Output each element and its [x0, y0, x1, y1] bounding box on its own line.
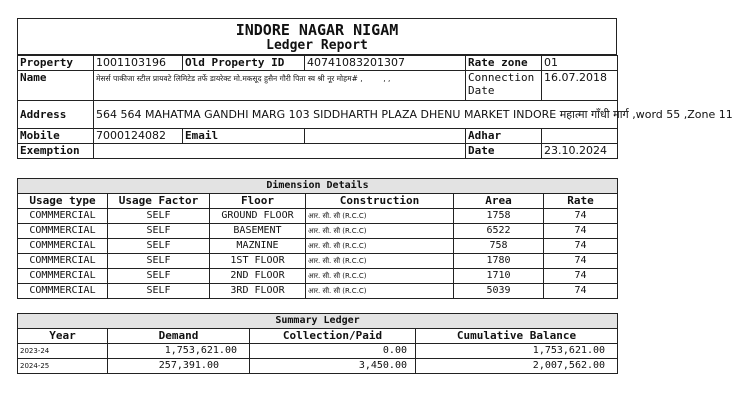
col-area: Area: [454, 194, 544, 209]
connection-date-label: Connection Date: [466, 71, 542, 101]
floor-cell: 3RD FLOOR: [210, 284, 306, 299]
construction-cell: आर. सी. सी (R.C.C): [306, 239, 454, 254]
email-value: [305, 129, 466, 144]
floor-cell: 1ST FLOOR: [210, 254, 306, 269]
table-row: [18, 269, 618, 284]
table-row: [18, 254, 618, 269]
usage-factor-cell: SELF: [108, 284, 210, 299]
date-label: Date: [466, 144, 542, 159]
construction-cell: आर. सी. सी (R.C.C): [306, 269, 454, 284]
balance-cell: 1,753,621.00: [416, 344, 618, 359]
table-row: [18, 224, 618, 239]
construction-cell: आर. सी. सी (R.C.C): [306, 284, 454, 299]
demand-cell: 257,391.00: [108, 359, 250, 374]
col-collection-paid: Collection/Paid: [250, 329, 416, 344]
balance-cell: 2,007,562.00: [416, 359, 618, 374]
rate-cell: 74: [544, 209, 618, 224]
col-rate: Rate: [544, 194, 618, 209]
usage-type-cell: COMMMERCIAL: [18, 284, 108, 299]
area-cell: 758: [454, 239, 544, 254]
dimension-title: Dimension Details: [18, 179, 618, 194]
usage-type-cell: COMMMERCIAL: [18, 254, 108, 269]
usage-type-cell: COMMMERCIAL: [18, 239, 108, 254]
floor-cell: GROUND FLOOR: [210, 209, 306, 224]
usage-factor-cell: SELF: [108, 224, 210, 239]
mobile-label: Mobile: [18, 129, 94, 144]
table-row: [18, 284, 618, 299]
rate-cell: 74: [544, 284, 618, 299]
rate-cell: 74: [544, 254, 618, 269]
adhar-value: [542, 129, 618, 144]
area-cell: 1780: [454, 254, 544, 269]
email-label: Email: [183, 129, 305, 144]
collection-cell: 0.00: [250, 344, 416, 359]
area-cell: 1758: [454, 209, 544, 224]
summary-title: Summary Ledger: [18, 314, 618, 329]
table-row: [18, 239, 618, 254]
usage-factor-cell: SELF: [108, 239, 210, 254]
ledger-report: [17, 18, 733, 374]
report-subtitle: Ledger Report: [18, 38, 617, 55]
usage-factor-cell: SELF: [108, 254, 210, 269]
year-cell: 2023-24: [18, 344, 108, 359]
old-property-value: 40741083201307: [305, 56, 466, 71]
connection-date-value: 16.07.2018: [542, 71, 618, 101]
summary-ledger-table: [17, 313, 618, 374]
construction-cell: आर. सी. सी (R.C.C): [306, 224, 454, 239]
name-cell: [94, 71, 466, 101]
usage-type-cell: COMMMERCIAL: [18, 269, 108, 284]
col-usage-type: Usage type: [18, 194, 108, 209]
usage-factor-cell: SELF: [108, 209, 210, 224]
construction-cell: आर. सी. सी (R.C.C): [306, 209, 454, 224]
old-property-label: Old Property ID: [183, 56, 305, 71]
name-value: मेसर्स पाकीजा स्टील प्रायवटे लिमिटेड तर्फे डायरेक्ट मो.मकसूद हुसैन गौरी पिता स्व श्री नूर मोहम# ,: [96, 74, 363, 83]
rate-zone-value: 01: [542, 56, 618, 71]
report-header: [17, 18, 617, 55]
date-value: 23.10.2024: [542, 144, 618, 159]
property-info-table: [17, 55, 733, 159]
mobile-value: 7000124082: [94, 129, 183, 144]
area-cell: 1710: [454, 269, 544, 284]
col-year: Year: [18, 329, 108, 344]
floor-cell: 2ND FLOOR: [210, 269, 306, 284]
address-label: Address: [18, 101, 94, 129]
usage-type-cell: COMMMERCIAL: [18, 209, 108, 224]
demand-cell: 1,753,621.00: [108, 344, 250, 359]
table-row: [18, 344, 618, 359]
rate-cell: 74: [544, 269, 618, 284]
adhar-label: Adhar: [466, 129, 542, 144]
name-extra: , ,: [383, 74, 391, 83]
floor-cell: MAZNINE: [210, 239, 306, 254]
area-cell: 6522: [454, 224, 544, 239]
exemption-label: Exemption: [18, 144, 94, 159]
usage-type-cell: COMMMERCIAL: [18, 224, 108, 239]
dimension-details-table: [17, 178, 618, 299]
year-cell: 2024-25: [18, 359, 108, 374]
floor-cell: BASEMENT: [210, 224, 306, 239]
col-usage-factor: Usage Factor: [108, 194, 210, 209]
table-row: [18, 359, 618, 374]
rate-zone-label: Rate zone: [466, 56, 542, 71]
col-cumulative-balance: Cumulative Balance: [416, 329, 618, 344]
collection-cell: 3,450.00: [250, 359, 416, 374]
address-value: 564 564 MAHATMA GANDHI MARG 103 SIDDHARTH PLAZA DHENU MARKET INDORE महात्मा गाँधी मार्ग ,word 55 ,Zone 11: [94, 101, 618, 129]
table-row: [18, 209, 618, 224]
name-label: Name: [18, 71, 94, 101]
exemption-value: [94, 144, 466, 159]
col-demand: Demand: [108, 329, 250, 344]
property-value: 1001103196: [94, 56, 183, 71]
col-floor: Floor: [210, 194, 306, 209]
col-construction: Construction: [306, 194, 454, 209]
usage-factor-cell: SELF: [108, 269, 210, 284]
report-title: INDORE NAGAR NIGAM: [18, 19, 617, 39]
rate-cell: 74: [544, 224, 618, 239]
construction-cell: आर. सी. सी (R.C.C): [306, 254, 454, 269]
property-label: Property: [18, 56, 94, 71]
rate-cell: 74: [544, 239, 618, 254]
area-cell: 5039: [454, 284, 544, 299]
